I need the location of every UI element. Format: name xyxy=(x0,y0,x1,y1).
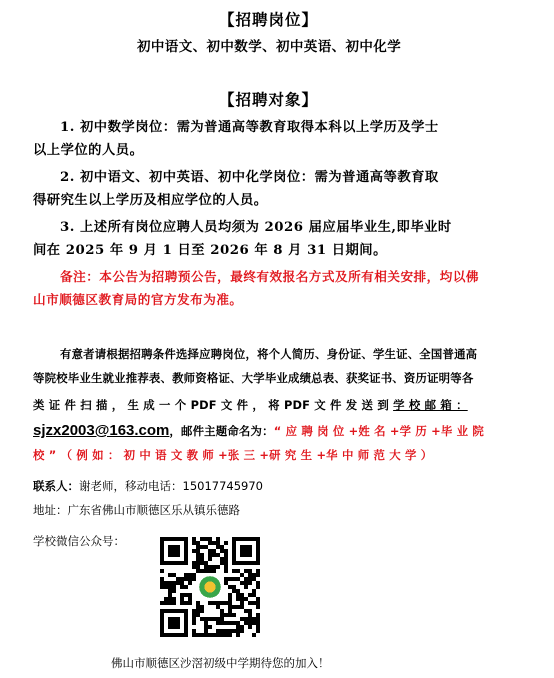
address-line: 地址：广东省佛山市顺德区乐从镇乐德路 xyxy=(33,503,240,517)
application-line-1: 有意者请根据招聘条件选择应聘岗位，将个人简历、身份证、学生证、全国普通高 xyxy=(60,347,478,361)
email-link[interactable]: sjzx2003@163.com xyxy=(33,422,170,439)
positions-heading: 【招聘岗位】 xyxy=(219,10,319,29)
contact-value: 谢老师，移动电话：15017745970 xyxy=(79,479,263,493)
application-line-2: 等院校毕业生就业推荐表、教师资格证、大学毕业成绩总表、获奖证书、资历证明等各 xyxy=(33,371,474,385)
subject-format-part-1: “ 应 聘 岗 位 +姓 名 +学 历 +毕 业 院 xyxy=(273,424,484,438)
targets-heading: 【招聘对象】 xyxy=(219,90,319,109)
school-email-label: 学 校 邮 箱 ： xyxy=(393,398,468,412)
qr-code-icon xyxy=(160,537,260,637)
note-line-1: 备注：本公告为招聘预公告，最终有效报名方式及所有相关安排，均以佛 xyxy=(60,269,479,284)
footer-message: 佛山市顺德区沙滘初级中学期待您的加入！ xyxy=(111,656,330,670)
requirement-2-line-2: 得研究生以上学历及相应学位的人员。 xyxy=(33,193,268,208)
subject-format-part-2: 校 ” （ 例 如 ： 初 中 语 文 教 师 +张 三 +研 究 生 +华 中 师 范 大 学 ） xyxy=(33,448,433,462)
subject-label: ，邮件主题命名为： xyxy=(169,424,274,438)
contact-line xyxy=(33,478,263,494)
requirement-2-line-1: 2. 初中语文、初中英语、初中化学岗位：需为普通高等教育取 xyxy=(60,170,439,185)
note-line-2: 山市顺德区教育局的官方发布为准。 xyxy=(33,292,243,307)
positions-list: 初中语文、初中数学、初中英语、初中化学 xyxy=(137,39,402,55)
application-line-3 xyxy=(33,397,468,413)
qr-code-graphic xyxy=(160,537,260,637)
requirement-1-line-1: 1. 初中数学岗位：需为普通高等教育取得本科以上学历及学士 xyxy=(60,120,439,135)
requirement-3-line-1: 3. 上述所有岗位应聘人员均须为 2026 届应届毕业生,即毕业时 xyxy=(60,220,452,235)
requirement-1-line-2: 以上学位的人员。 xyxy=(33,143,144,158)
application-line-4 xyxy=(33,420,484,439)
requirement-3-line-2: 间在 2025 年 9 月 1 日至 2026 年 8 月 31 日期间。 xyxy=(33,243,387,258)
wechat-label: 学校微信公众号： xyxy=(33,534,125,548)
application-line-3-text: 类 证 件 扫 描 ， 生 成 一 个 PDF 文 件 ， 将 PDF 文 件 发 送 到 xyxy=(33,398,394,412)
contact-label: 联系人： xyxy=(33,479,79,493)
